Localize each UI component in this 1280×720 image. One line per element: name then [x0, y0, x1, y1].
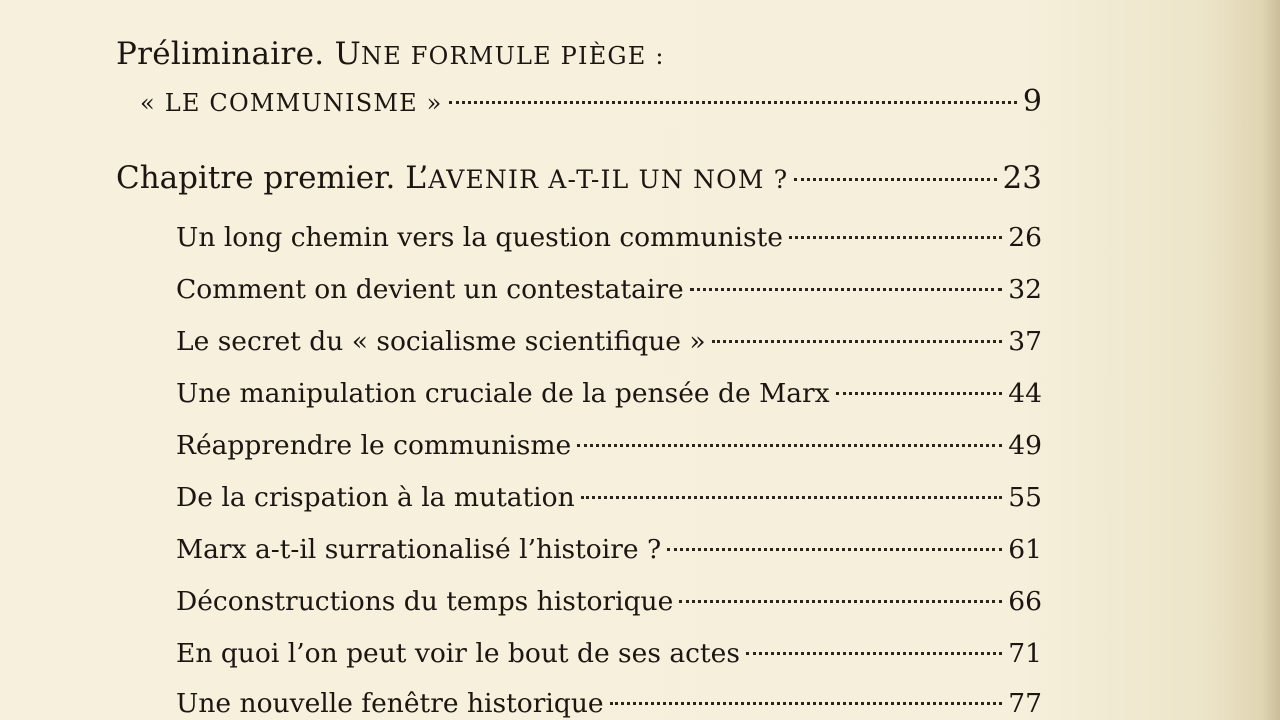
toc-entry-preliminary[interactable] [140, 84, 1042, 124]
section-title: Réapprendre le communisme [176, 430, 572, 461]
preliminary-prefix: Préliminaire. [116, 36, 325, 72]
dot-leader [679, 600, 1002, 603]
section-title: Un long chemin vers la question communiste [176, 222, 783, 253]
dot-leader [712, 340, 1003, 343]
section-title: Une manipulation cruciale de la pensée de Marx [176, 378, 830, 409]
preliminary-heading [116, 36, 665, 72]
section-title: Une nouvelle fenêtre historique [176, 688, 604, 719]
page-edge-shadow [1262, 0, 1280, 720]
dot-leader [690, 288, 1003, 291]
dot-leader [746, 652, 1002, 655]
section-title: En quoi l’on peut voir le bout de ses actes [176, 638, 740, 669]
page-number: 32 [1008, 274, 1042, 305]
section-title: Marx a-t-il surrationalisé l’histoire ? [176, 534, 662, 565]
dot-leader [667, 548, 1002, 551]
toc-entry-section[interactable] [176, 482, 1042, 522]
toc-entry-section[interactable] [176, 638, 1042, 678]
page-number: 66 [1008, 586, 1042, 617]
toc-entry-section[interactable] [176, 222, 1042, 262]
page-number: 37 [1008, 326, 1042, 357]
chapter-title-rest: AVENIR A-T-IL UN NOM ? [428, 165, 789, 194]
page-number: 26 [1008, 222, 1042, 253]
chapter-prefix: Chapitre premier. [116, 160, 396, 196]
toc-entry-section[interactable] [176, 326, 1042, 366]
dot-leader [449, 101, 1017, 104]
page-number: 23 [1002, 160, 1042, 196]
page-number: 55 [1008, 482, 1042, 513]
page-number: 61 [1008, 534, 1042, 565]
preliminary-subtitle: « LE COMMUNISME » [140, 89, 443, 117]
toc-entry-section[interactable] [176, 378, 1042, 418]
section-title: Comment on devient un contestataire [176, 274, 684, 305]
toc-entry-section[interactable] [176, 430, 1042, 470]
dot-leader [610, 702, 1003, 705]
chapter-heading [116, 160, 788, 196]
dot-leader [577, 444, 1002, 447]
preliminary-title-initial: U [334, 36, 362, 72]
section-title: Déconstructions du temps historique [176, 586, 674, 617]
page-number: 71 [1008, 638, 1042, 669]
page-number: 44 [1008, 378, 1042, 409]
toc-entry-section[interactable] [176, 586, 1042, 626]
section-title: Le secret du « socialisme scientifique » [176, 326, 706, 357]
page-number: 49 [1008, 430, 1042, 461]
page-number: 9 [1022, 84, 1042, 119]
chapter-title-initial: L’ [405, 160, 429, 196]
page-number: 77 [1008, 688, 1042, 719]
dot-leader [836, 392, 1003, 395]
dot-leader [794, 178, 996, 181]
preliminary-title-rest: NE FORMULE PIÈGE : [361, 42, 665, 70]
dot-leader [789, 236, 1002, 239]
toc-entry-section[interactable] [176, 534, 1042, 574]
dot-leader [581, 496, 1003, 499]
toc-entry-section[interactable] [176, 274, 1042, 314]
toc-entry-chapter-1[interactable] [116, 160, 1042, 204]
section-title: De la crispation à la mutation [176, 482, 575, 513]
toc-entry-section[interactable] [176, 688, 1042, 720]
